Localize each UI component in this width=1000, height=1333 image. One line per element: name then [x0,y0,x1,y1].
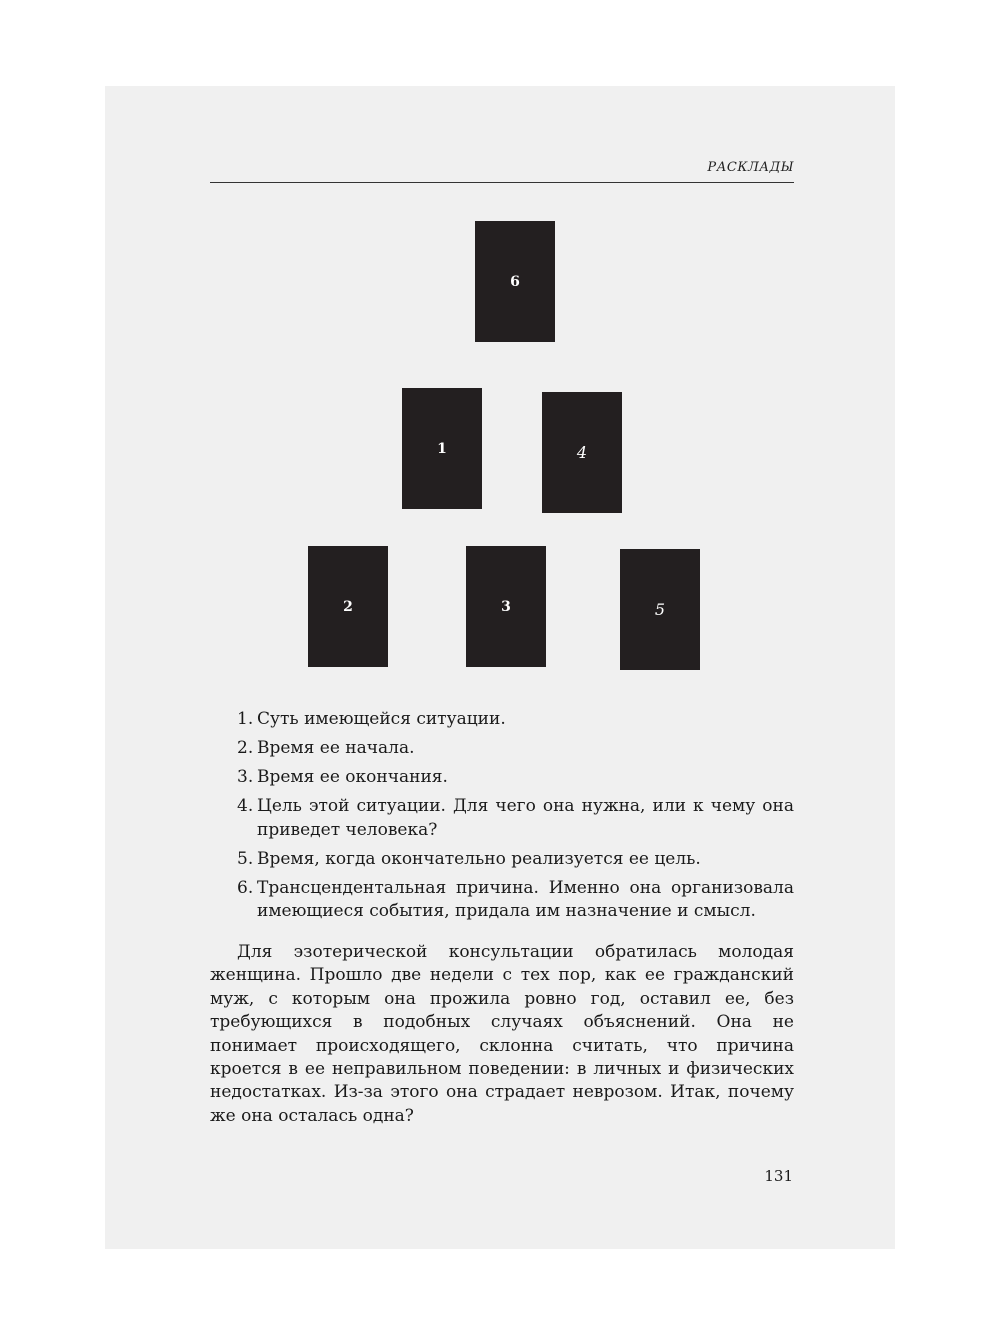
legend-text: Время ее начала. [257,738,415,758]
tarot-card-4 [542,392,622,513]
position-legend [237,708,794,929]
legend-number: 2. [237,738,254,758]
legend-number: 4. [237,796,254,816]
tarot-card-5 [620,549,700,670]
legend-item [237,795,794,842]
legend-item [237,877,794,924]
tarot-card-2 [308,546,388,667]
card-number: 3 [501,598,511,615]
legend-number: 6. [237,877,254,898]
body-paragraph: Для эзотерической консультации обратилась молодая женщина. Прошло две недели с тех пор, как ее гражданский муж, с которым она прожила ровно год, оставил ее, без требующихся в подобных случаях объяснений. Она не понимает происходящего, склонна считать, что причина кроется в ее неправильном поведении: в личных и физических недостатках. Из-за этого она страдает неврозом. Итак, почему же она осталась одна? [210,942,794,1126]
card-number: 6 [510,273,520,290]
legend-number: 1. [237,709,254,729]
legend-text: Цель этой ситуации. Для чего она нужна, или к чему она приведет человека? [257,796,794,840]
legend-number: 3. [237,767,254,787]
card-number: 1 [437,440,447,457]
legend-number: 5. [237,848,254,869]
page-number: 131 [764,1167,793,1185]
legend-item [237,708,794,732]
card-number: 5 [654,600,666,619]
tarot-card-6 [475,221,555,342]
legend-text: Время ее окончания. [257,767,448,787]
legend-text: Время, когда окончательно реализуется ее цель. [257,848,701,869]
card-number: 2 [343,598,353,615]
legend-text: Суть имеющейся ситуации. [257,709,506,729]
legend-item [237,848,794,872]
running-head: РАСКЛАДЫ [210,160,794,183]
tarot-card-1 [402,388,482,509]
legend-item [237,766,794,790]
card-number: 4 [576,443,588,462]
tarot-card-3 [466,546,546,667]
legend-text: Трансцендентальная причина. Именно она организовала имеющиеся события, придала им назначение и смысл. [257,877,794,921]
legend-item [237,737,794,761]
